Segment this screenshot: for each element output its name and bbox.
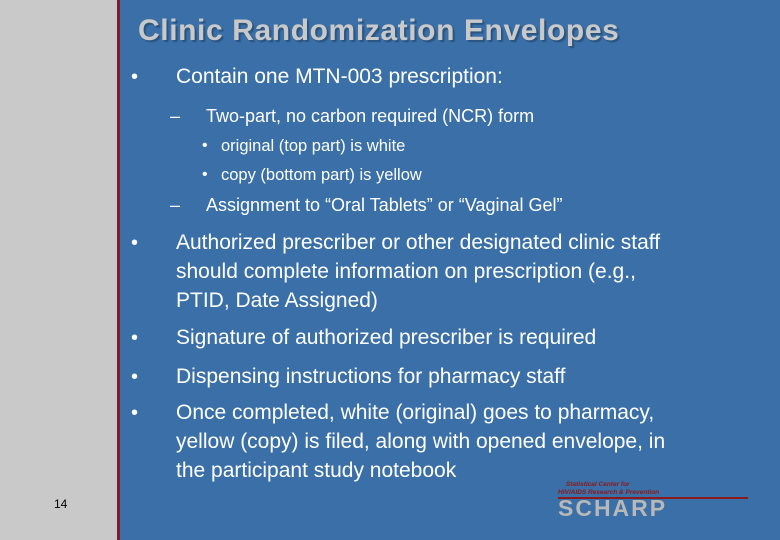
left-accent-line [117, 0, 120, 540]
subsubbullet-original-white: original (top part) is white [221, 137, 406, 155]
bullet-marker: • [202, 166, 208, 183]
bullet-marker: • [131, 366, 139, 388]
bullet-authorized-prescriber [176, 228, 660, 315]
bullet-contain-prescription: Contain one MTN-003 prescription: [176, 65, 503, 88]
subbullet-two-part-form: Two-part, no carbon required (NCR) form [206, 106, 535, 126]
bullet-marker: • [131, 402, 139, 424]
dash-marker: – [170, 106, 181, 126]
bullet-line: yellow (copy) is filed, along with opened envelope, in [176, 430, 666, 453]
dash-marker: – [170, 195, 181, 215]
subbullet-assignment: Assignment to “Oral Tablets” or “Vaginal Gel” [206, 195, 563, 215]
left-sidebar-strip [0, 0, 117, 540]
scharp-logo [558, 478, 748, 518]
page-number: 14 [54, 497, 68, 511]
bullet-signature-required: Signature of authorized prescriber is required [176, 326, 597, 349]
logo-line1: Statistical Center for [566, 481, 630, 488]
subsubbullet-copy-yellow: copy (bottom part) is yellow [221, 166, 422, 184]
bullet-marker: • [202, 137, 208, 154]
logo-wordmark: SCHARP [558, 495, 668, 518]
bullet-marker: • [131, 66, 139, 88]
bullet-line: the participant study notebook [176, 459, 457, 482]
bullet-line: Authorized prescriber or other designated clinic staff [176, 231, 661, 254]
bullet-line: PTID, Date Assigned) [176, 289, 378, 312]
bullet-marker: • [131, 327, 139, 349]
bullet-line: Once completed, white (original) goes to pharmacy, [176, 401, 655, 424]
bullet-line: should complete information on prescription (e.g., [176, 260, 636, 283]
slide-title: Clinic Randomization Envelopes [138, 14, 620, 47]
bullet-dispensing-instructions: Dispensing instructions for pharmacy staff [176, 365, 566, 388]
bullet-once-completed [176, 398, 665, 485]
bullet-marker: • [131, 232, 139, 254]
logo-line2: HIV/AIDS Research & Prevention [558, 489, 660, 496]
